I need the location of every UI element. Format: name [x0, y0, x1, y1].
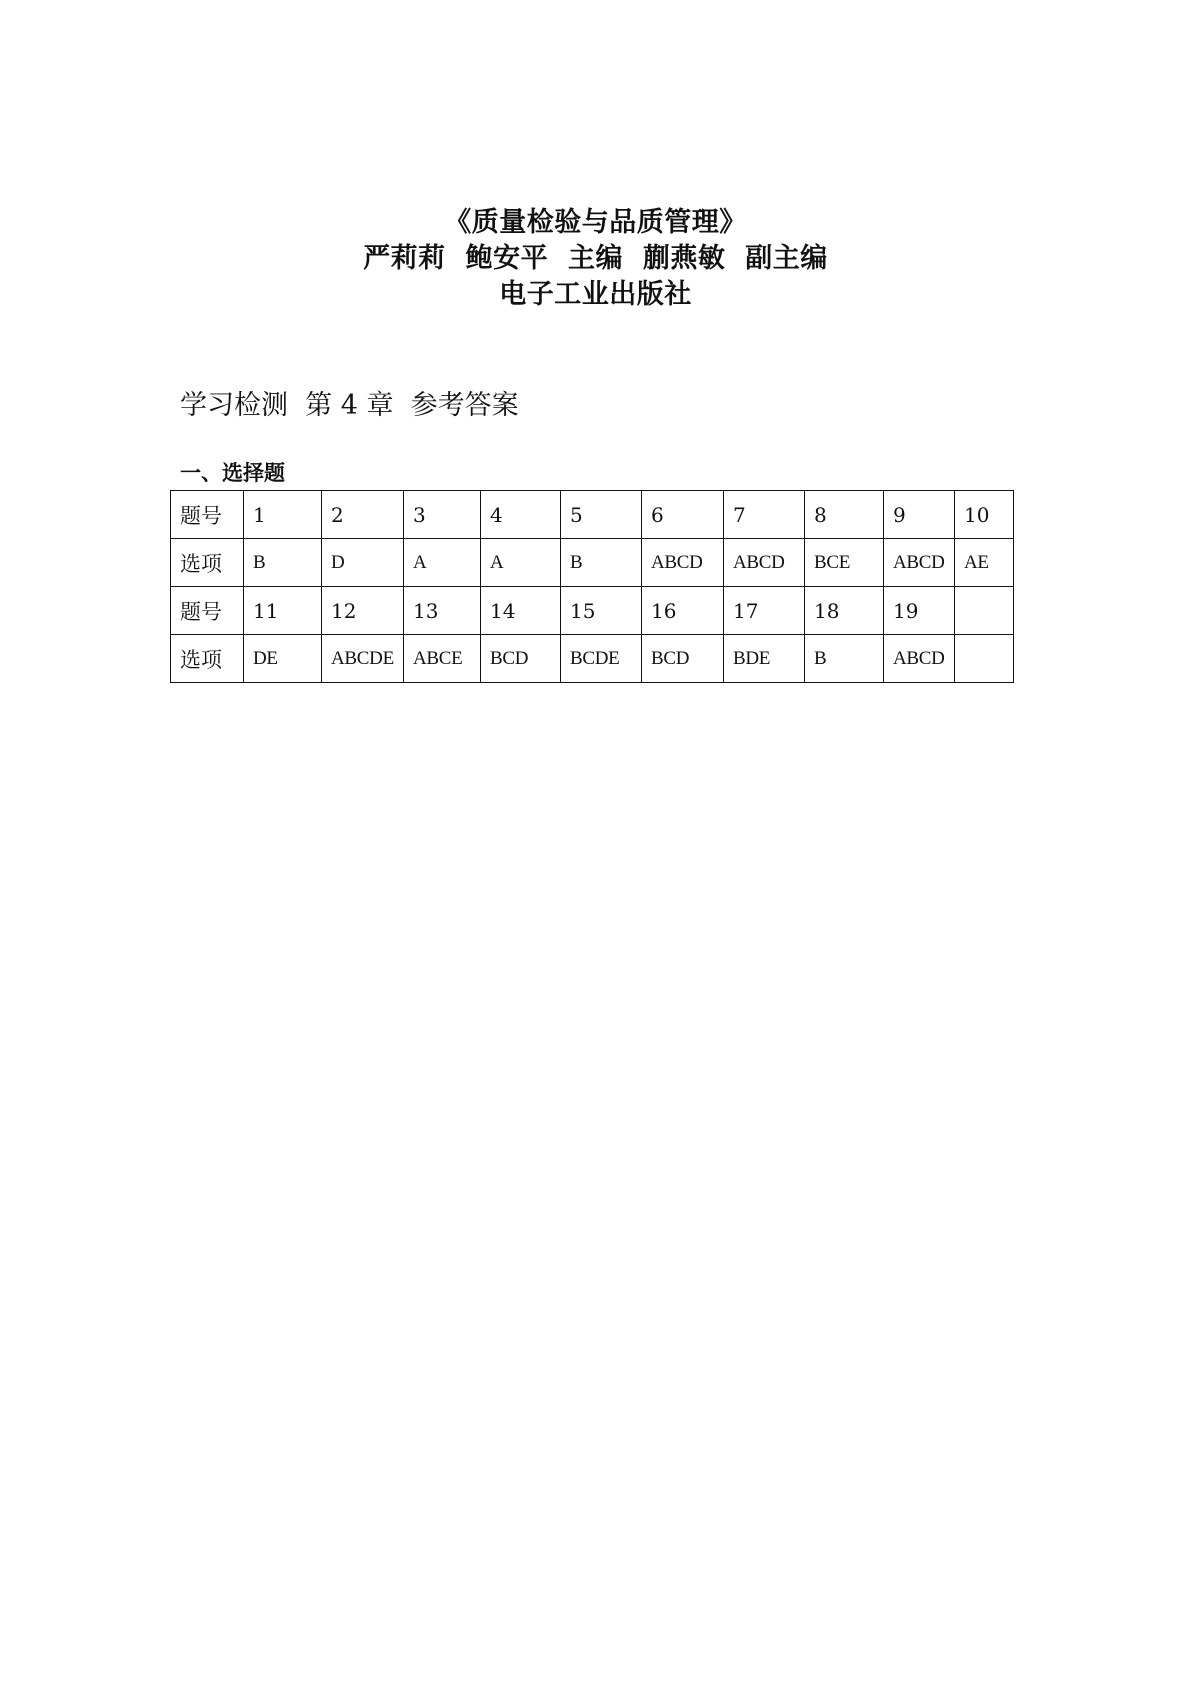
publisher: 电子工业出版社	[499, 279, 692, 310]
question-number-cell: 11	[244, 587, 322, 635]
question-number-cell: 2	[322, 491, 404, 539]
question-number-cell: 17	[724, 587, 805, 635]
question-number-cell: 13	[404, 587, 481, 635]
question-number-cell: 3	[404, 491, 481, 539]
row-label: 选项	[171, 635, 244, 683]
answer-cell: BCDE	[561, 635, 642, 683]
question-number-cell: 10	[955, 491, 1014, 539]
document-header	[0, 205, 1191, 313]
question-number-cell: 8	[805, 491, 884, 539]
answer-cell: ABCD	[724, 539, 805, 587]
table-row-answers-1	[171, 539, 1014, 587]
question-number-cell: 4	[481, 491, 561, 539]
answer-cell: AE	[955, 539, 1014, 587]
question-number-cell: 1	[244, 491, 322, 539]
question-number-cell: 18	[805, 587, 884, 635]
question-number-cell: 19	[884, 587, 955, 635]
section-title: 学习检测 第 4 章 参考答案	[180, 390, 519, 421]
question-number-cell: 5	[561, 491, 642, 539]
answer-cell: B	[561, 539, 642, 587]
row-label: 题号	[171, 587, 244, 635]
answer-cell: B	[805, 635, 884, 683]
empty-cell	[955, 635, 1014, 683]
answer-cell: A	[404, 539, 481, 587]
answer-cell: ABCD	[884, 539, 955, 587]
question-number-cell: 16	[642, 587, 724, 635]
answer-cell: BCE	[805, 539, 884, 587]
answer-cell: BCD	[642, 635, 724, 683]
answer-table	[170, 490, 1014, 683]
answer-cell: B	[244, 539, 322, 587]
answer-cell: BDE	[724, 635, 805, 683]
answer-cell: A	[481, 539, 561, 587]
row-label: 题号	[171, 491, 244, 539]
empty-cell	[955, 587, 1014, 635]
answer-cell: ABCD	[884, 635, 955, 683]
book-title: 《质量检验与品质管理》	[444, 207, 747, 238]
answer-cell: BCD	[481, 635, 561, 683]
question-number-cell: 12	[322, 587, 404, 635]
table-row-question-numbers-1	[171, 491, 1014, 539]
table-row-answers-2	[171, 635, 1014, 683]
question-number-cell: 9	[884, 491, 955, 539]
question-number-cell: 14	[481, 587, 561, 635]
answer-cell: ABCD	[642, 539, 724, 587]
row-label: 选项	[171, 539, 244, 587]
question-number-cell: 6	[642, 491, 724, 539]
question-number-cell: 15	[561, 587, 642, 635]
answer-cell: ABCDE	[322, 635, 404, 683]
answer-cell: ABCE	[404, 635, 481, 683]
question-type-heading: 一、选择题	[180, 461, 285, 485]
question-number-cell: 7	[724, 491, 805, 539]
table-row-question-numbers-2	[171, 587, 1014, 635]
editors-line: 严莉莉 鲍安平 主编 蒯燕敏 副主编	[363, 243, 828, 274]
answer-cell: DE	[244, 635, 322, 683]
answer-cell: D	[322, 539, 404, 587]
